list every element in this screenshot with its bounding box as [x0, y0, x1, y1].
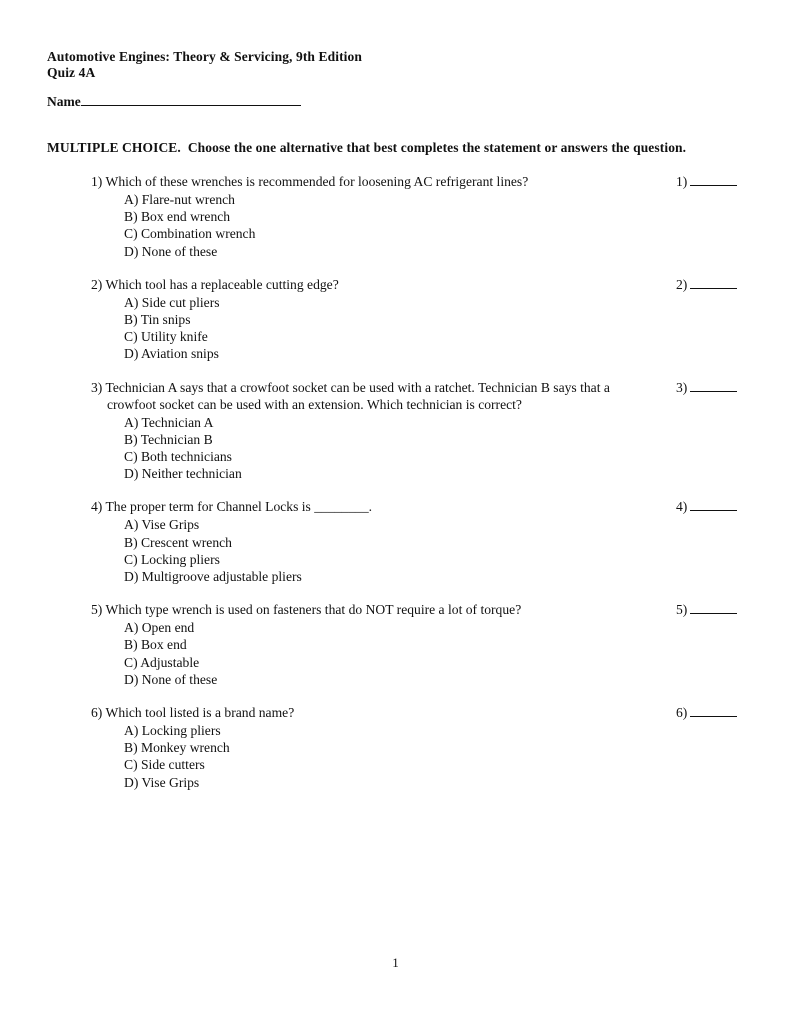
answer-area — [676, 498, 745, 515]
option: B) Technician B — [124, 431, 213, 447]
answer-number: 4) — [676, 499, 688, 515]
answer-area — [676, 704, 745, 721]
answer-number: 5) — [676, 602, 688, 618]
answer-blank — [690, 276, 737, 289]
option: A) Open end — [124, 620, 195, 636]
question-text: 3) Technician A says that a crowfoot socket can be used with a ratchet. Technician B says that a crowfoot socket can be used with an extension. Which technician is correct? — [91, 379, 610, 412]
question-number: 3) — [91, 379, 103, 395]
option: A) Technician A — [124, 414, 214, 430]
option: A) Flare-nut wrench — [124, 192, 235, 207]
option: C) Side cutters — [124, 757, 205, 773]
answer-number: 6) — [676, 705, 688, 721]
option: B) Box end — [124, 637, 187, 653]
option: A) Vise Grips — [124, 517, 200, 533]
option: C) Both technicians — [124, 449, 232, 465]
page-number: 1 — [392, 955, 399, 970]
name-label: Name — [47, 94, 81, 109]
answer-blank — [690, 498, 737, 511]
answer-blank — [690, 173, 737, 186]
options-list — [124, 722, 745, 791]
options-list — [124, 414, 745, 483]
question-number: 4) — [91, 499, 103, 515]
question-number: 6) — [91, 705, 103, 721]
document-title: Automotive Engines: Theory & Servicing, 9th Edition — [47, 49, 362, 64]
answer-number: 1) — [676, 174, 688, 189]
name-row — [47, 93, 745, 110]
question-text: 2) Which tool has a replaceable cutting edge? — [91, 276, 339, 292]
question-1 — [91, 173, 745, 260]
option: A) Locking pliers — [124, 723, 221, 739]
answer-number: 2) — [676, 276, 688, 292]
answer-blank — [690, 379, 737, 392]
options-list — [124, 619, 745, 688]
option: C) Locking pliers — [124, 551, 220, 567]
question-6 — [91, 704, 745, 791]
document-header — [47, 49, 745, 80]
question-2 — [91, 276, 745, 363]
question-number: 5) — [91, 602, 103, 618]
option: B) Monkey wrench — [124, 740, 230, 756]
option: C) Adjustable — [124, 654, 200, 670]
options-list — [124, 516, 745, 585]
question-4 — [91, 498, 745, 585]
option: B) Crescent wrench — [124, 534, 232, 550]
answer-area — [676, 276, 745, 293]
section-heading: MULTIPLE CHOICE. Choose the one alternative that best completes the statement or answers the question. — [47, 140, 687, 155]
options-list — [124, 294, 745, 363]
answer-area — [676, 379, 745, 396]
option: D) Aviation snips — [124, 346, 219, 362]
question-number: 1) — [91, 174, 103, 189]
option: B) Box end wrench — [124, 209, 231, 225]
options-list — [124, 191, 745, 260]
quiz-label: Quiz 4A — [47, 64, 96, 80]
question-number: 2) — [91, 276, 103, 292]
question-text: 6) Which tool listed is a brand name? — [91, 705, 295, 721]
option: D) Vise Grips — [124, 774, 200, 790]
option: D) Multigroove adjustable pliers — [124, 569, 302, 585]
option: B) Tin snips — [124, 312, 191, 328]
name-blank — [81, 93, 301, 106]
questions-list — [47, 173, 745, 791]
option: D) Neither technician — [124, 466, 242, 482]
question-text: 4) The proper term for Channel Locks is ________. — [91, 499, 373, 515]
question-text: 1) Which of these wrenches is recommended for loosening AC refrigerant lines? — [91, 174, 529, 189]
answer-number: 3) — [676, 379, 688, 395]
answer-blank — [690, 704, 737, 717]
option: C) Combination wrench — [124, 226, 256, 242]
question-3 — [91, 379, 745, 483]
question-text: 5) Which type wrench is used on fasteners that do NOT require a lot of torque? — [91, 602, 522, 618]
question-5 — [91, 601, 745, 688]
option: D) None of these — [124, 243, 218, 259]
answer-area — [676, 173, 745, 190]
option: A) Side cut pliers — [124, 294, 220, 310]
answer-area — [676, 601, 745, 618]
option: D) None of these — [124, 671, 218, 687]
answer-blank — [690, 601, 737, 614]
option: C) Utility knife — [124, 329, 208, 345]
